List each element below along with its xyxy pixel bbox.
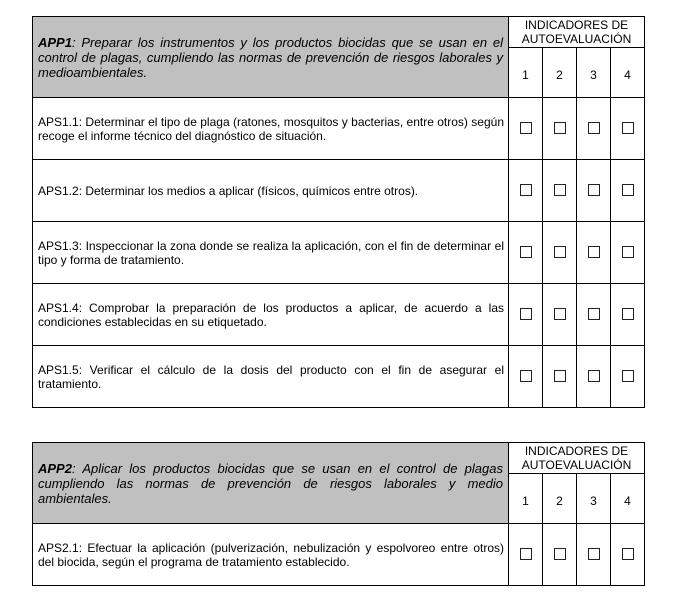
checkbox-2[interactable]: [554, 246, 566, 258]
achievement-title: : Preparar los instrumentos y los productos biocidas que se usan en el control de plagas, cumpliendo las normas de prevención de riesgos laborales y medioambientales.: [38, 34, 503, 80]
checkbox-3[interactable]: [588, 308, 600, 320]
checkbox-1[interactable]: [520, 370, 532, 382]
scale-4: 4: [611, 474, 645, 524]
checkbox-3[interactable]: [588, 184, 600, 196]
achievement-code: APP1: [38, 34, 72, 50]
indicators-header: INDICADORES DE AUTOEVALUACIÓN: [509, 17, 645, 48]
checkbox-2[interactable]: [554, 308, 566, 320]
checkbox-3[interactable]: [588, 370, 600, 382]
criterion-text: APS1.2: Determinar los medios a aplicar (físicos, químicos entre otros).: [33, 160, 509, 222]
achievement-header: [33, 17, 509, 98]
achievement-code: APP2: [38, 460, 72, 476]
checkbox-3[interactable]: [588, 122, 600, 134]
criterion-text: APS1.4: Comprobar la preparación de los productos a aplicar, de acuerdo a las condiciones establecidas en su etiquetado.: [33, 284, 509, 346]
checkbox-1[interactable]: [520, 246, 532, 258]
self-evaluation-table-2: [32, 442, 645, 586]
criterion-text: APS1.3: Inspeccionar la zona donde se realiza la aplicación, con el fin de determinar el tipo y forma de tratamiento.: [33, 222, 509, 284]
table-row: [33, 98, 645, 160]
checkbox-2[interactable]: [554, 184, 566, 196]
checkbox-4[interactable]: [622, 184, 634, 196]
achievement-title: : Aplicar los productos biocidas que se usan en el control de plagas cumpliendo las normas de prevención de riesgos laborales y medio ambientales.: [38, 460, 503, 506]
criterion-text: APS1.5: Verificar el cálculo de la dosis del producto con el fin de asegurar el tratamiento.: [33, 346, 509, 408]
table-row: [33, 222, 645, 284]
self-evaluation-table-1: [32, 16, 645, 408]
scale-3: 3: [577, 48, 611, 98]
checkbox-2[interactable]: [554, 548, 566, 560]
checkbox-3[interactable]: [588, 548, 600, 560]
scale-2: 2: [543, 474, 577, 524]
checkbox-2[interactable]: [554, 122, 566, 134]
criterion-text: APS1.1: Determinar el tipo de plaga (ratones, mosquitos y bacterias, entre otros) según recoge el informe técnico del diagnóstico de situación.: [33, 98, 509, 160]
checkbox-4[interactable]: [622, 246, 634, 258]
checkbox-4[interactable]: [622, 548, 634, 560]
achievement-header: [33, 443, 509, 524]
scale-1: 1: [509, 48, 543, 98]
checkbox-1[interactable]: [520, 184, 532, 196]
table-row: [33, 284, 645, 346]
checkbox-4[interactable]: [622, 308, 634, 320]
checkbox-1[interactable]: [520, 308, 532, 320]
table-row: [33, 160, 645, 222]
checkbox-4[interactable]: [622, 122, 634, 134]
checkbox-4[interactable]: [622, 370, 634, 382]
table-row: [33, 524, 645, 586]
scale-4: 4: [611, 48, 645, 98]
checkbox-2[interactable]: [554, 370, 566, 382]
checkbox-1[interactable]: [520, 548, 532, 560]
checkbox-1[interactable]: [520, 122, 532, 134]
scale-2: 2: [543, 48, 577, 98]
scale-3: 3: [577, 474, 611, 524]
criterion-text: APS2.1: Efectuar la aplicación (pulverización, nebulización y espolvoreo entre otros) del biocida, según el programa de tratamiento establecido.: [33, 524, 509, 586]
indicators-header: INDICADORES DE AUTOEVALUACIÓN: [509, 443, 645, 474]
table-row: [33, 346, 645, 408]
checkbox-3[interactable]: [588, 246, 600, 258]
scale-1: 1: [509, 474, 543, 524]
